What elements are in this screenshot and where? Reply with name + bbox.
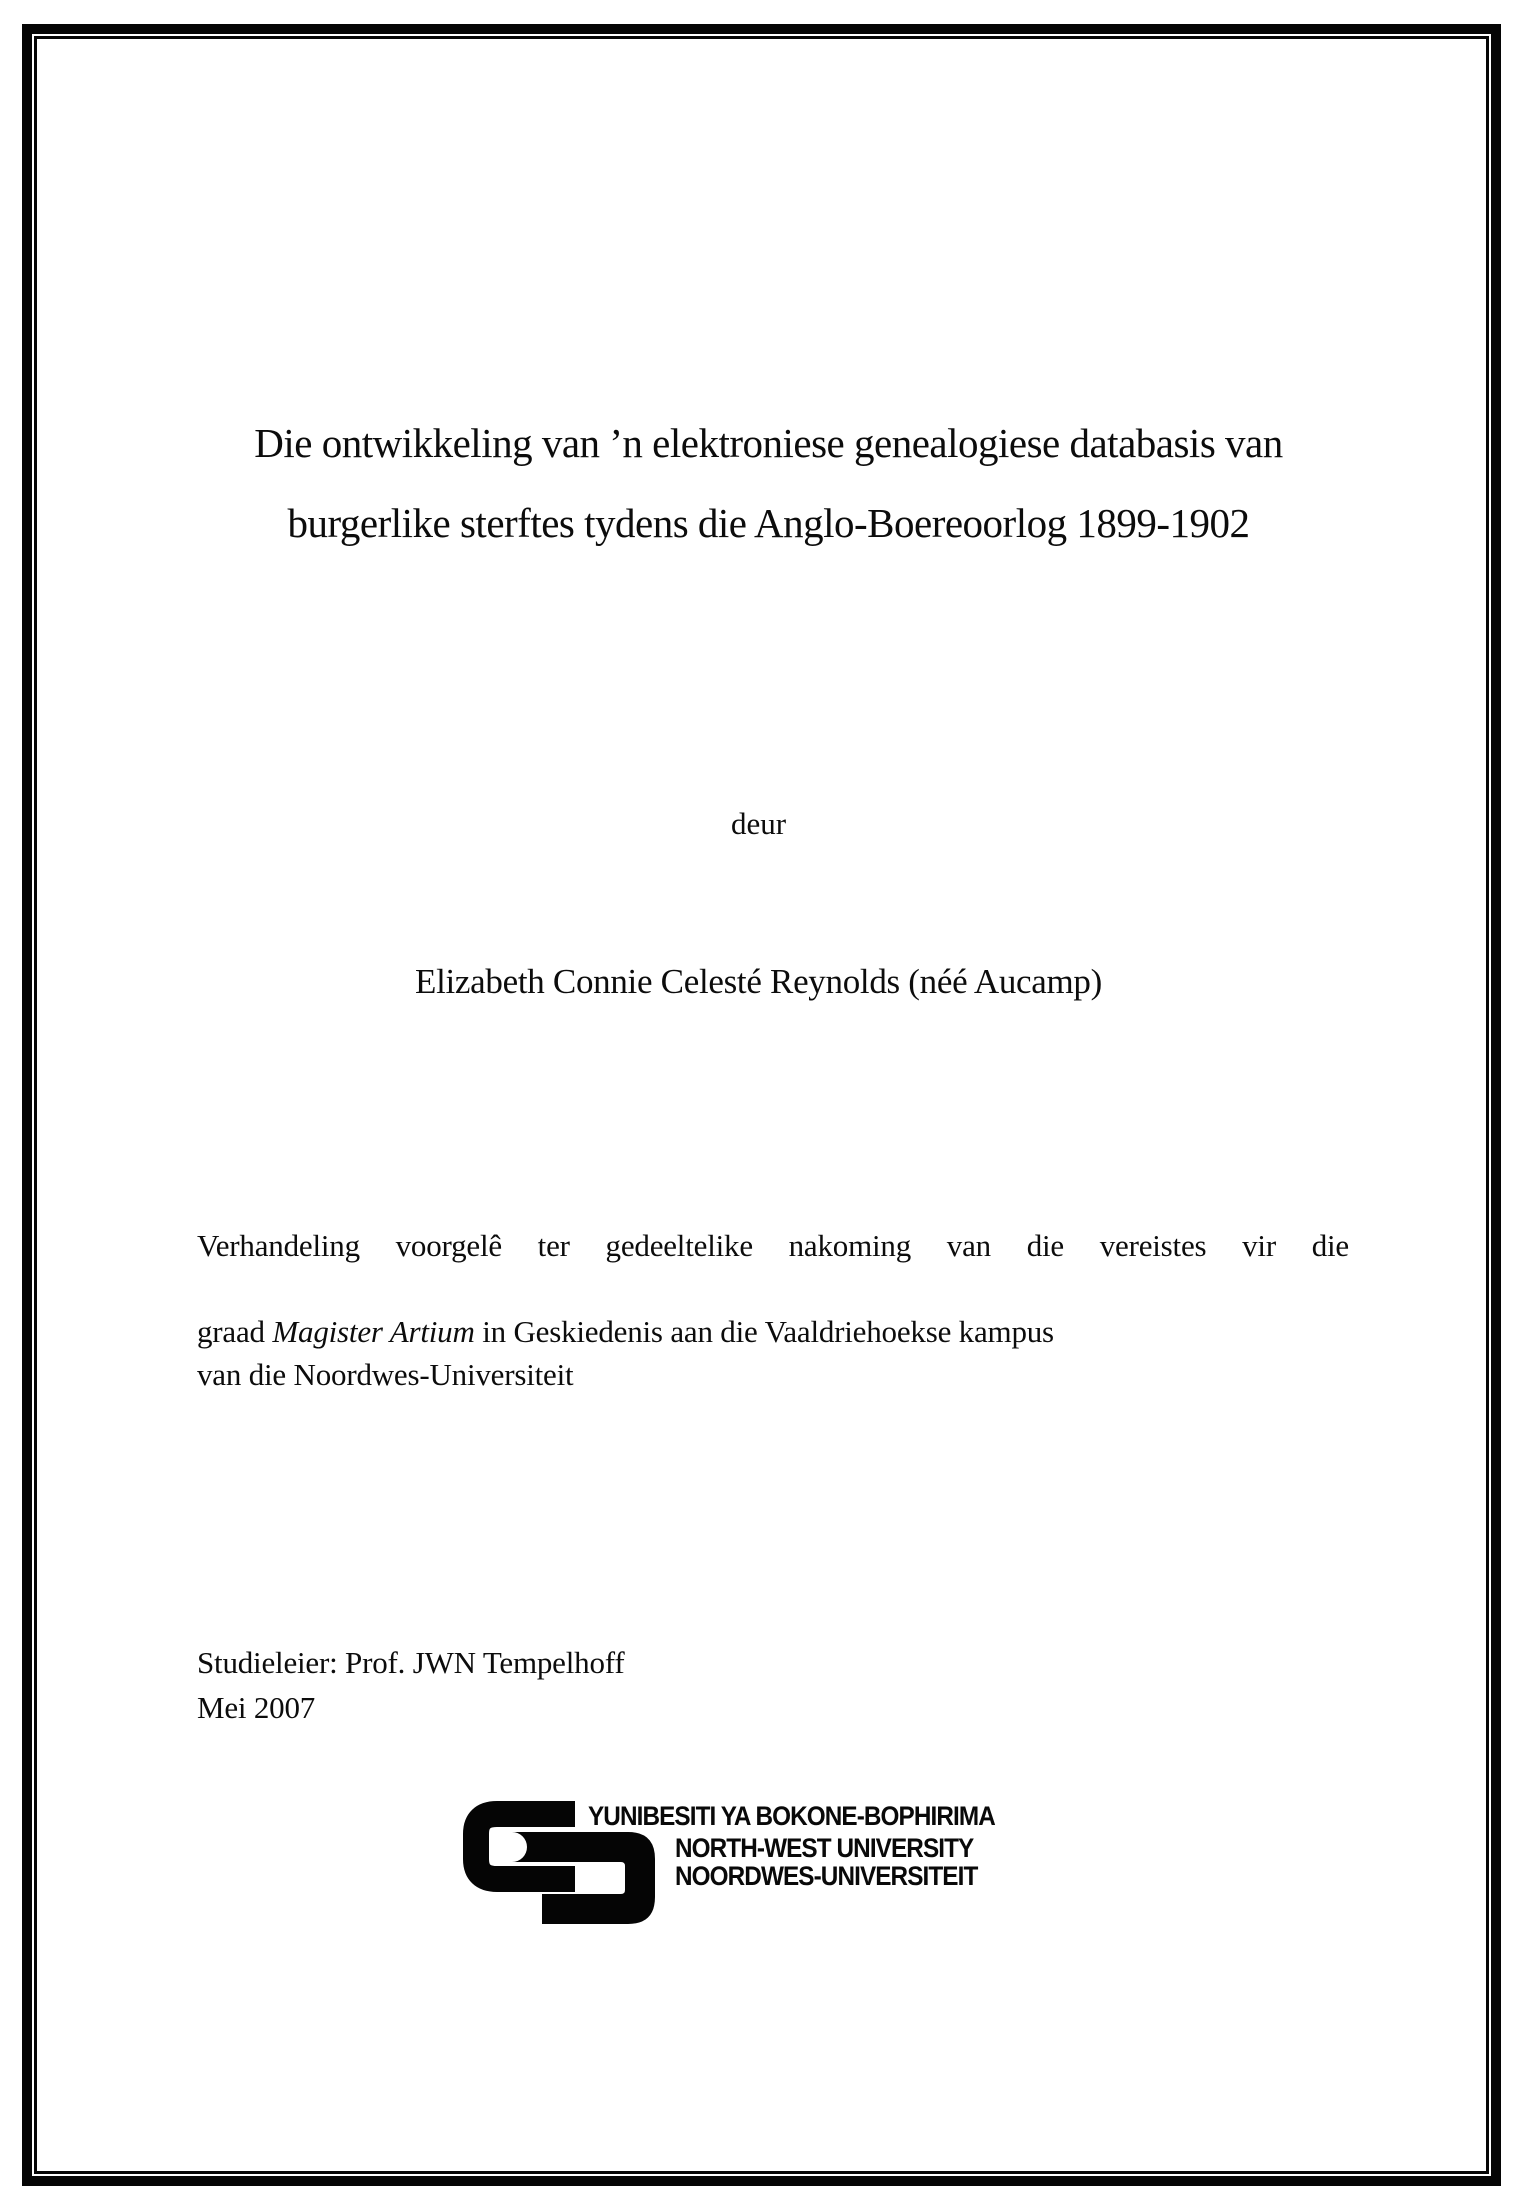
logo-text-line3: NOORDWES-UNIVERSITEIT	[675, 1861, 978, 1891]
thesis-title	[185, 403, 1352, 563]
date-line: Mei 2007	[197, 1690, 316, 1725]
degree-statement-line1: Verhandeling voorgelê ter gedeeltelike nakoming van die vereistes vir die	[197, 1228, 1349, 1263]
degree-statement-line2	[197, 1310, 1349, 1353]
degree-statement-line3: van die Noordwes-Universiteit	[197, 1357, 574, 1392]
thesis-title-line1: Die ontwikkeling van ’n elektroniese genealogiese databasis van	[254, 420, 1283, 466]
author-name: Elizabeth Connie Celesté Reynolds (néé Aucamp)	[415, 962, 1102, 1001]
logo-text-line2: NORTH-WEST UNIVERSITY	[675, 1833, 974, 1863]
supervisor-line: Studieleier: Prof. JWN Tempelhoff	[197, 1645, 625, 1680]
degree-statement	[197, 1224, 1349, 1396]
degree-statement-line2-suffix: in Geskiedenis aan die Vaaldriehoekse kampus	[474, 1314, 1054, 1349]
byline-label: deur	[730, 806, 787, 841]
degree-statement-line2-prefix: graad	[197, 1314, 273, 1349]
logo-text-line1: YUNIBESITI YA BOKONE-BOPHIRIMA	[588, 1801, 995, 1831]
thesis-title-line2: burgerlike sterftes tydens die Anglo-Boereoorlog 1899-1902	[287, 500, 1250, 546]
degree-name-italic: Magister Artium	[272, 1314, 475, 1349]
